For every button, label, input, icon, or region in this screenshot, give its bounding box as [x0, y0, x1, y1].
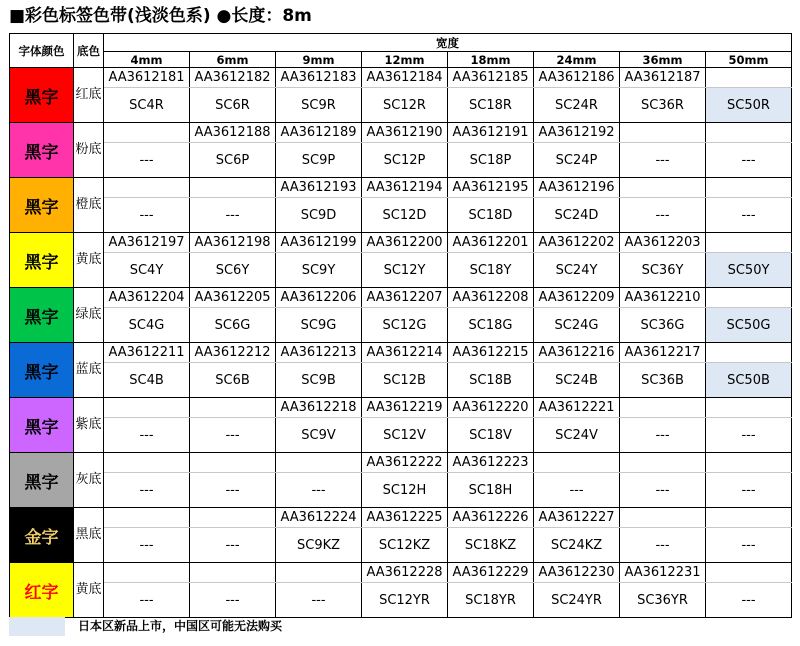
- model-number: SC18YR: [448, 583, 534, 618]
- product-code: [706, 453, 792, 473]
- product-code: AA3612218: [276, 398, 362, 418]
- table-row: [10, 508, 792, 528]
- product-code: AA3612185: [448, 68, 534, 88]
- model-number: SC24D: [534, 198, 620, 233]
- product-code: AA3612222: [362, 453, 448, 473]
- base-color-label: 黄底: [74, 563, 104, 618]
- model-number: ---: [104, 198, 190, 233]
- model-number: ---: [620, 418, 706, 453]
- product-code: [104, 453, 190, 473]
- product-code: AA3612215: [448, 343, 534, 363]
- font-color-label: 黑字: [10, 178, 74, 233]
- model-number: ---: [706, 143, 792, 178]
- width-col-header: 9mm: [276, 52, 362, 68]
- model-number: ---: [276, 583, 362, 618]
- product-code: [706, 233, 792, 253]
- model-number: SC18G: [448, 308, 534, 343]
- table-row: [10, 143, 792, 178]
- product-code: AA3612182: [190, 68, 276, 88]
- model-number: ---: [706, 528, 792, 563]
- model-number: SC9V: [276, 418, 362, 453]
- product-code: AA3612208: [448, 288, 534, 308]
- product-code: AA3612209: [534, 288, 620, 308]
- model-number: ---: [190, 198, 276, 233]
- model-number: ---: [104, 528, 190, 563]
- product-code: [190, 563, 276, 583]
- product-code: AA3612186: [534, 68, 620, 88]
- model-number: SC36R: [620, 88, 706, 123]
- legend-swatch: [9, 617, 65, 636]
- product-code: [104, 508, 190, 528]
- product-code: AA3612192: [534, 123, 620, 143]
- product-code: [620, 123, 706, 143]
- product-code: AA3612221: [534, 398, 620, 418]
- model-number: ---: [706, 583, 792, 618]
- base-color-label: 蓝底: [74, 343, 104, 398]
- product-code: [620, 508, 706, 528]
- product-code: [276, 563, 362, 583]
- width-header: 宽度: [104, 34, 792, 52]
- model-number: SC50Y: [706, 253, 792, 288]
- product-code: [104, 123, 190, 143]
- base-color-label: 橙底: [74, 178, 104, 233]
- model-number: SC24V: [534, 418, 620, 453]
- model-number: SC6Y: [190, 253, 276, 288]
- model-number: SC50R: [706, 88, 792, 123]
- model-number: SC18D: [448, 198, 534, 233]
- table-row: [10, 288, 792, 308]
- model-number: SC9G: [276, 308, 362, 343]
- product-code: AA3612230: [534, 563, 620, 583]
- model-number: SC24B: [534, 363, 620, 398]
- model-number: ---: [620, 473, 706, 508]
- product-code: AA3612189: [276, 123, 362, 143]
- product-code: [190, 453, 276, 473]
- product-code: [276, 453, 362, 473]
- model-number: SC18V: [448, 418, 534, 453]
- model-number: ---: [706, 473, 792, 508]
- product-code: [706, 178, 792, 198]
- table-row: [10, 123, 792, 143]
- table-row: [10, 88, 792, 123]
- product-code: AA3612211: [104, 343, 190, 363]
- table-row: [10, 308, 792, 343]
- model-number: SC12H: [362, 473, 448, 508]
- model-number: SC24G: [534, 308, 620, 343]
- font-color-label: 红字: [10, 563, 74, 618]
- model-number: SC18Y: [448, 253, 534, 288]
- model-number: SC50B: [706, 363, 792, 398]
- product-code: AA3612227: [534, 508, 620, 528]
- model-number: SC12V: [362, 418, 448, 453]
- width-col-header: 12mm: [362, 52, 448, 68]
- product-code: [706, 288, 792, 308]
- model-number: SC6G: [190, 308, 276, 343]
- model-number: SC24YR: [534, 583, 620, 618]
- table-row: [10, 453, 792, 473]
- product-code: AA3612202: [534, 233, 620, 253]
- table-row: [10, 398, 792, 418]
- product-code: [706, 68, 792, 88]
- model-number: ---: [706, 198, 792, 233]
- model-number: SC18P: [448, 143, 534, 178]
- product-code: AA3612228: [362, 563, 448, 583]
- model-number: ---: [190, 583, 276, 618]
- product-code: [706, 123, 792, 143]
- product-code: AA3612188: [190, 123, 276, 143]
- font-color-label: 黑字: [10, 453, 74, 508]
- product-code: [620, 398, 706, 418]
- model-number: SC9KZ: [276, 528, 362, 563]
- model-number: SC9P: [276, 143, 362, 178]
- product-code: [706, 398, 792, 418]
- model-number: ---: [620, 143, 706, 178]
- model-number: SC9B: [276, 363, 362, 398]
- product-code: [534, 453, 620, 473]
- table-row: [10, 253, 792, 288]
- product-code: AA3612231: [620, 563, 706, 583]
- font-color-label: 黑字: [10, 233, 74, 288]
- model-number: SC4R: [104, 88, 190, 123]
- width-col-header: 50mm: [706, 52, 792, 68]
- product-code: AA3612201: [448, 233, 534, 253]
- model-number: SC24P: [534, 143, 620, 178]
- product-code: [620, 178, 706, 198]
- product-code: AA3612226: [448, 508, 534, 528]
- product-code: AA3612195: [448, 178, 534, 198]
- model-number: ---: [190, 418, 276, 453]
- table-row: [10, 418, 792, 453]
- product-code: AA3612191: [448, 123, 534, 143]
- model-number: SC12R: [362, 88, 448, 123]
- product-code: [620, 453, 706, 473]
- table-row: [10, 473, 792, 508]
- width-col-header: 4mm: [104, 52, 190, 68]
- product-code: AA3612194: [362, 178, 448, 198]
- model-number: SC12KZ: [362, 528, 448, 563]
- product-code: AA3612206: [276, 288, 362, 308]
- product-code: AA3612198: [190, 233, 276, 253]
- product-code: [706, 343, 792, 363]
- model-number: SC36YR: [620, 583, 706, 618]
- model-number: SC6R: [190, 88, 276, 123]
- product-code: AA3612229: [448, 563, 534, 583]
- model-number: ---: [620, 528, 706, 563]
- font-color-label: 黑字: [10, 343, 74, 398]
- base-color-label: 红底: [74, 68, 104, 123]
- table-row: [10, 178, 792, 198]
- model-number: ---: [190, 473, 276, 508]
- model-number: SC36Y: [620, 253, 706, 288]
- model-number: ---: [534, 473, 620, 508]
- table-header: [10, 34, 792, 68]
- model-number: SC24R: [534, 88, 620, 123]
- table-row: [10, 363, 792, 398]
- table-row: [10, 343, 792, 363]
- legend-text: 日本区新品上市，中国区可能无法购买: [78, 619, 283, 633]
- model-number: SC24KZ: [534, 528, 620, 563]
- product-code: AA3612200: [362, 233, 448, 253]
- table-body: [10, 68, 792, 618]
- model-number: SC4Y: [104, 253, 190, 288]
- table-row: [10, 528, 792, 563]
- font-color-label: 金字: [10, 508, 74, 563]
- product-code: AA3612203: [620, 233, 706, 253]
- model-number: ---: [706, 418, 792, 453]
- product-code: AA3612223: [448, 453, 534, 473]
- product-code: AA3612216: [534, 343, 620, 363]
- product-code: AA3612225: [362, 508, 448, 528]
- model-number: SC12YR: [362, 583, 448, 618]
- model-number: SC18B: [448, 363, 534, 398]
- base-color-label: 紫底: [74, 398, 104, 453]
- width-col-header: 6mm: [190, 52, 276, 68]
- base-color-label: 灰底: [74, 453, 104, 508]
- font-color-label: 黑字: [10, 68, 74, 123]
- product-code: AA3612210: [620, 288, 706, 308]
- model-number: SC12P: [362, 143, 448, 178]
- tape-table: [9, 33, 792, 618]
- base-color-label: 绿底: [74, 288, 104, 343]
- product-code: AA3612214: [362, 343, 448, 363]
- model-number: SC6P: [190, 143, 276, 178]
- product-code: AA3612184: [362, 68, 448, 88]
- product-code: AA3612187: [620, 68, 706, 88]
- product-code: AA3612213: [276, 343, 362, 363]
- model-number: ---: [620, 198, 706, 233]
- product-code: AA3612190: [362, 123, 448, 143]
- product-code: AA3612220: [448, 398, 534, 418]
- model-number: SC9Y: [276, 253, 362, 288]
- base-color-label: 粉底: [74, 123, 104, 178]
- table-row: [10, 68, 792, 88]
- table-row: [10, 583, 792, 618]
- model-number: SC12D: [362, 198, 448, 233]
- product-code: [190, 508, 276, 528]
- product-code: AA3612193: [276, 178, 362, 198]
- width-col-header: 36mm: [620, 52, 706, 68]
- product-code: [706, 508, 792, 528]
- model-number: SC4G: [104, 308, 190, 343]
- model-number: SC12Y: [362, 253, 448, 288]
- product-code: AA3612219: [362, 398, 448, 418]
- model-number: SC4B: [104, 363, 190, 398]
- product-code: AA3612197: [104, 233, 190, 253]
- product-code: AA3612181: [104, 68, 190, 88]
- product-code: AA3612212: [190, 343, 276, 363]
- model-number: SC18KZ: [448, 528, 534, 563]
- page-title: ■彩色标签色带(浅淡色系) ●长度：8m: [9, 6, 312, 26]
- base-color-label: 黑底: [74, 508, 104, 563]
- product-code: [190, 178, 276, 198]
- font-color-label: 黑字: [10, 288, 74, 343]
- model-number: ---: [104, 583, 190, 618]
- table-row: [10, 198, 792, 233]
- product-code: AA3612205: [190, 288, 276, 308]
- model-number: SC18R: [448, 88, 534, 123]
- model-number: ---: [190, 528, 276, 563]
- font-color-label: 黑字: [10, 123, 74, 178]
- product-code: AA3612204: [104, 288, 190, 308]
- model-number: SC36G: [620, 308, 706, 343]
- model-number: ---: [104, 143, 190, 178]
- width-col-header: 18mm: [448, 52, 534, 68]
- model-number: SC18H: [448, 473, 534, 508]
- model-number: ---: [104, 473, 190, 508]
- table-row: [10, 233, 792, 253]
- product-code: AA3612196: [534, 178, 620, 198]
- model-number: SC12G: [362, 308, 448, 343]
- product-code: AA3612183: [276, 68, 362, 88]
- product-code: AA3612217: [620, 343, 706, 363]
- model-number: SC9D: [276, 198, 362, 233]
- product-code: AA3612199: [276, 233, 362, 253]
- model-number: SC24Y: [534, 253, 620, 288]
- base-color-header: 底色: [74, 34, 104, 68]
- model-number: SC9R: [276, 88, 362, 123]
- model-number: SC12B: [362, 363, 448, 398]
- width-col-header: 24mm: [534, 52, 620, 68]
- model-number: SC50G: [706, 308, 792, 343]
- product-code: [706, 563, 792, 583]
- font-color-header: 字体颜色: [10, 34, 74, 68]
- product-code: [190, 398, 276, 418]
- product-code: [104, 563, 190, 583]
- product-code: AA3612207: [362, 288, 448, 308]
- model-number: ---: [276, 473, 362, 508]
- model-number: SC36B: [620, 363, 706, 398]
- base-color-label: 黄底: [74, 233, 104, 288]
- product-code: [104, 178, 190, 198]
- product-code: [104, 398, 190, 418]
- table-row: [10, 563, 792, 583]
- product-code: AA3612224: [276, 508, 362, 528]
- model-number: ---: [104, 418, 190, 453]
- model-number: SC6B: [190, 363, 276, 398]
- font-color-label: 黑字: [10, 398, 74, 453]
